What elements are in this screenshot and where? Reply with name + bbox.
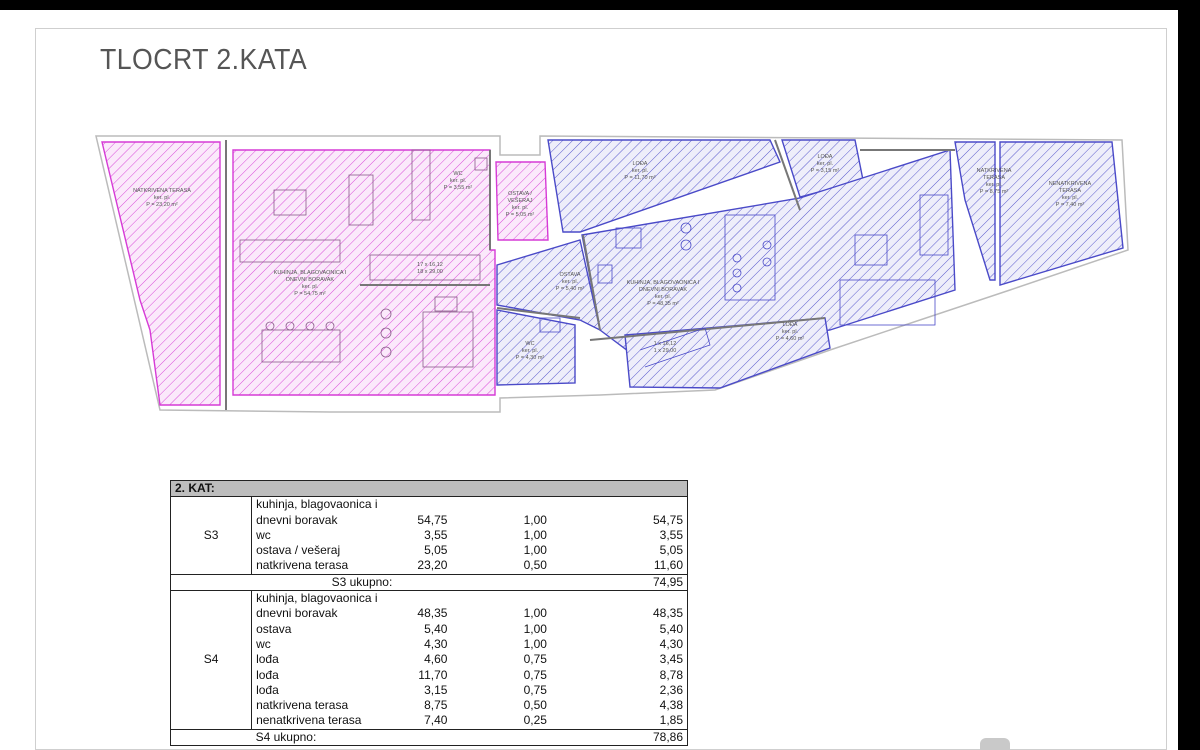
- svg-text:WCker. pl.P = 4,30 m²: WC ker. pl. P = 4,30 m²: [515, 341, 545, 361]
- table-row: dnevni boravak 48,35 1,00 48,35: [171, 606, 688, 621]
- table-row: nenatkrivena terasa 7,40 0,25 1,85: [171, 713, 688, 729]
- table-row: dnevni boravak 54,75 1,00 54,75: [171, 513, 688, 528]
- table-row: lođa 4,60 0,75 3,45: [171, 652, 688, 667]
- svg-text:LOĐAker. pl.P = 3,15 m²: LOĐA ker. pl. P = 3,15 m²: [810, 154, 840, 174]
- table-row: ostava 5,40 1,00 5,40: [171, 622, 688, 637]
- table-row: lođa 11,70 0,75 8,78: [171, 668, 688, 683]
- svg-text:NENATKRIVENATERASAker. pl.P =: NENATKRIVENA TERASA ker. pl. P = 7,40 m²: [1048, 181, 1092, 208]
- total-row: S3 ukupno: 74,95: [171, 574, 688, 590]
- table-row: lođa 3,15 0,75 2,36: [171, 683, 688, 698]
- svg-text:OSTAVA /VEŠERAJker. pl.P = 5,0: OSTAVA / VEŠERAJ ker. pl. P = 5,05 m²: [505, 191, 535, 218]
- unit-label: S4: [171, 591, 252, 730]
- svg-text:LOĐAker. pl.P = 4,60 m²: LOĐA ker. pl. P = 4,60 m²: [775, 322, 805, 342]
- table-header: 2. KAT:: [171, 481, 688, 497]
- unit-s4: [497, 140, 1123, 388]
- room-natkrivena-terasa-s4: [955, 142, 995, 280]
- table-row: natkrivena terasa 23,20 0,50 11,60: [171, 558, 688, 574]
- svg-text:KUHINJA, BLAGOVAONICA IDNEVNI: KUHINJA, BLAGOVAONICA I DNEVNI BORAVAK ker. pl. P = 54,75 m²: [273, 270, 347, 297]
- room-nenatkrivena-terasa: [1000, 142, 1123, 285]
- table-row: S4 kuhinja, blagovaonica i: [171, 591, 688, 607]
- page-title: TLOCRT 2.KATA: [100, 44, 308, 76]
- svg-text:NATKRIVENA TERASAker. pl.P = 2: NATKRIVENA TERASA ker. pl. P = 23,20 m²: [133, 188, 191, 208]
- table-row: ostava / vešeraj 5,05 1,00 5,05: [171, 543, 688, 558]
- unit-label: S3: [171, 497, 252, 574]
- total-row: S4 ukupno: 78,86: [171, 729, 688, 745]
- area-table: [170, 480, 688, 746]
- svg-text:LOĐAker. pl.P = 11,70 m²: LOĐA ker. pl. P = 11,70 m²: [624, 161, 656, 181]
- table-row: S3 kuhinja, blagovaonica i: [171, 497, 688, 513]
- table-row: wc 4,30 1,00 4,30: [171, 637, 688, 652]
- svg-text:WCker. pl.P = 3,55 m²: WC ker. pl. P = 3,55 m²: [443, 171, 473, 191]
- table-row: wc 3,55 1,00 3,55: [171, 528, 688, 543]
- table-row: natkrivena terasa 8,75 0,50 4,38: [171, 698, 688, 713]
- svg-text:NATKRIVENATERASAker. pl.P = 8,: NATKRIVENA TERASA ker. pl. P = 8,75 m²: [976, 168, 1012, 195]
- svg-text:KUHINJA, BLAGOVAONICA IDNEVNI: KUHINJA, BLAGOVAONICA I DNEVNI BORAVAK ker. pl. P = 48,35 m²: [626, 280, 700, 307]
- logo-fragment: [980, 738, 1010, 750]
- svg-text:OSTAVAker. pl.P = 5,40 m²: OSTAVA ker. pl. P = 5,40 m²: [555, 272, 585, 292]
- room-natkrivena-terasa-s3: [102, 142, 220, 405]
- svg-text:17 x 16,1218 x 29,00: 17 x 16,12 18 x 29,00: [417, 262, 443, 275]
- svg-text:1 x 16,121 x 29,00: 1 x 16,12 1 x 29,00: [653, 341, 677, 354]
